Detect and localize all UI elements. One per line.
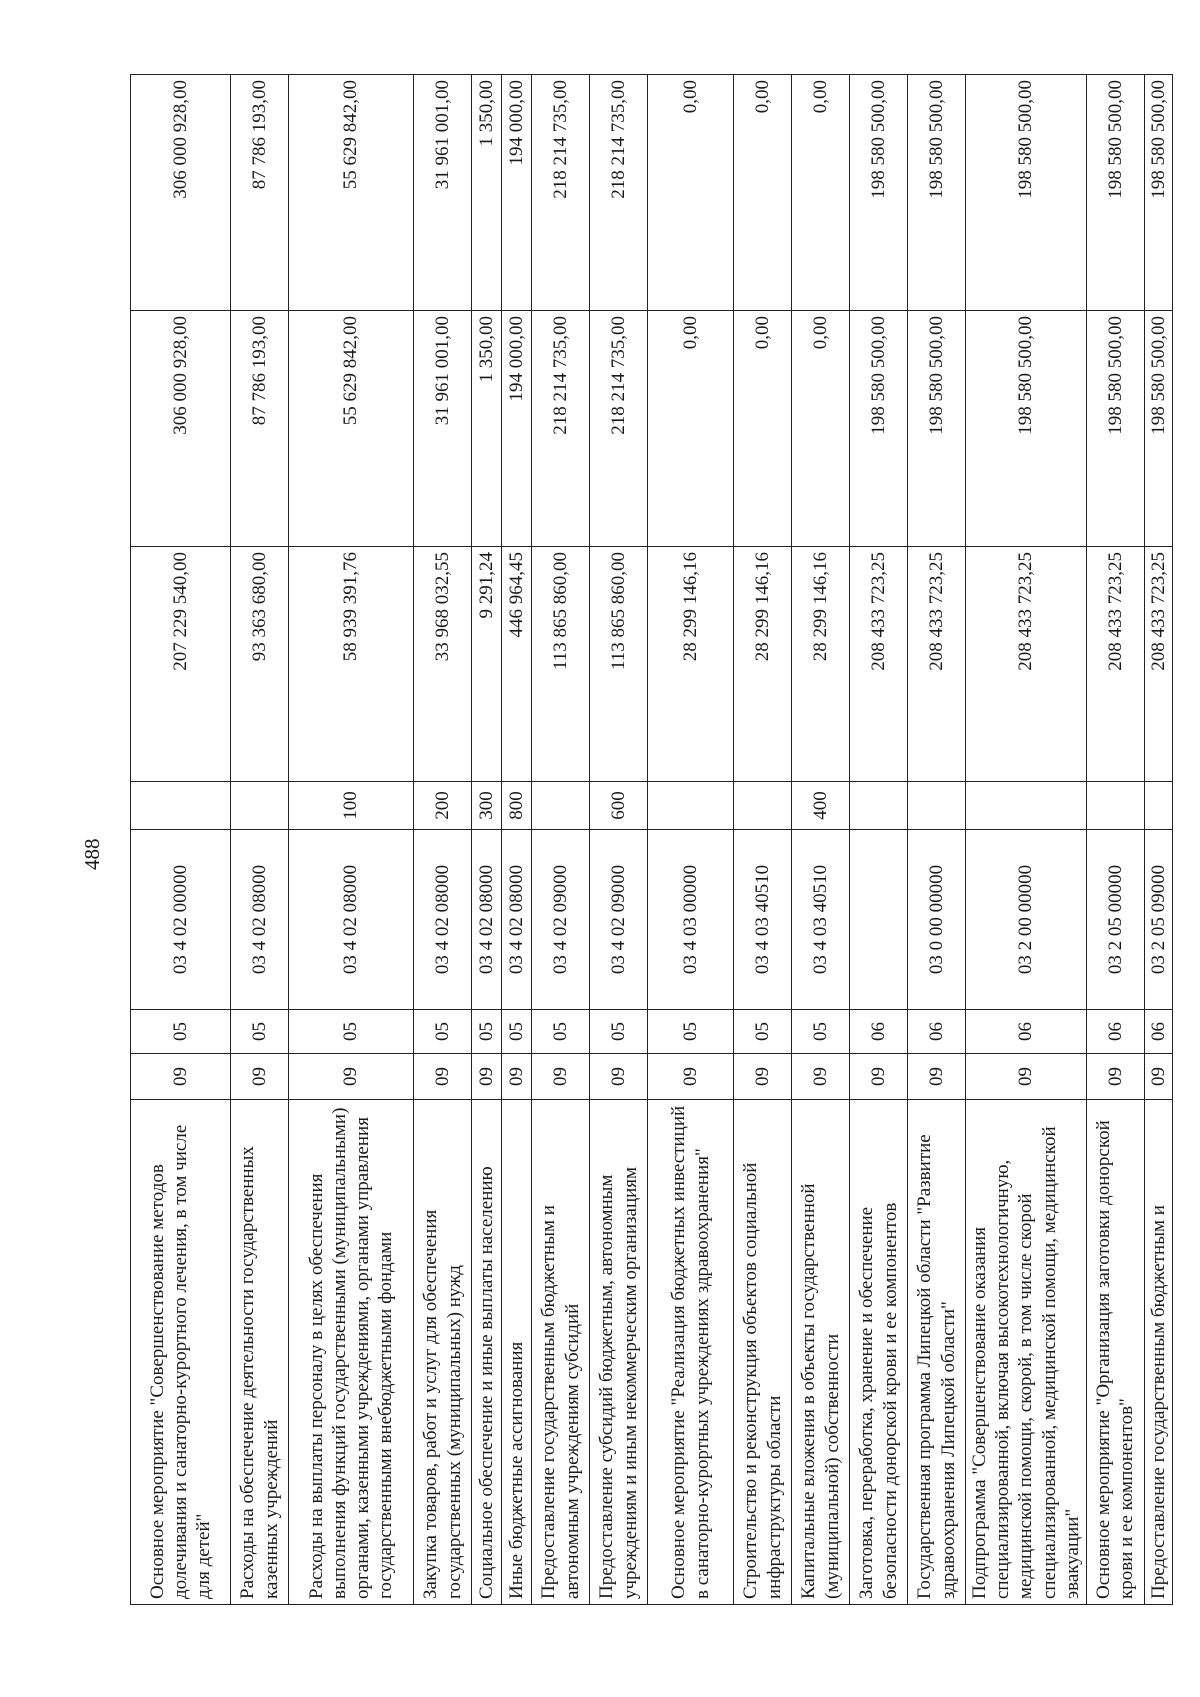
row-target-article: 03 4 02 08000 (289, 830, 414, 1010)
row-target-article: 03 4 02 08000 (502, 830, 532, 1010)
row-section-code: 05 (414, 1010, 472, 1054)
row-name: Подпрограмма "Совершенствование оказания специализированной, включая высокотехнологичную, медицинской помощи, скорой, в том числе скорой специализированной, медицинской помощи, медицинской эвакуации" (966, 1100, 1087, 1605)
row-admin-code: 09 (590, 1054, 648, 1100)
row-expense-type (908, 782, 966, 830)
row-section-code: 06 (908, 1010, 966, 1054)
row-amount-year-1: 113 865 860,00 (532, 547, 590, 782)
row-amount-year-1: 207 229 540,00 (131, 547, 231, 782)
row-name: Расходы на выплаты персоналу в целях обеспечения выполнения функций государственными (муниципальными) органами, казенными учреждениями, органами управления государственными внебюджетными фондами (289, 1100, 414, 1605)
row-amount-year-1: 113 865 860,00 (590, 547, 648, 782)
row-amount-year-1: 446 964,45 (502, 547, 532, 782)
row-admin-code: 09 (472, 1054, 502, 1100)
table-row (289, 75, 414, 1605)
row-section-code: 05 (502, 1010, 532, 1054)
row-admin-code: 09 (734, 1054, 792, 1100)
row-amount-year-3: 0,00 (734, 75, 792, 311)
budget-table-container (130, 75, 1169, 1605)
row-admin-code: 09 (289, 1054, 414, 1100)
row-target-article: 03 4 03 00000 (648, 830, 734, 1010)
row-target-article: 03 4 02 00000 (131, 830, 231, 1010)
row-expense-type (850, 782, 908, 830)
row-amount-year-2: 0,00 (648, 311, 734, 547)
table-row (850, 75, 908, 1605)
row-amount-year-2: 31 961 001,00 (414, 311, 472, 547)
row-name: Заготовка, переработка, хранение и обеспечение безопасности донорской крови и ее компонентов (850, 1100, 908, 1605)
row-section-code: 06 (1086, 1010, 1144, 1054)
row-expense-type (648, 782, 734, 830)
row-amount-year-2: 198 580 500,00 (908, 311, 966, 547)
row-amount-year-2: 198 580 500,00 (1086, 311, 1144, 547)
row-target-article: 03 2 00 00000 (966, 830, 1087, 1010)
table-row (131, 75, 231, 1605)
row-amount-year-1: 58 939 391,76 (289, 547, 414, 782)
row-name: Основное мероприятие "Реализация бюджетных инвестиций в санаторно-курортных учреждениях здравоохранения" (648, 1100, 734, 1605)
row-expense-type (734, 782, 792, 830)
table-row (1144, 75, 1172, 1605)
row-amount-year-3: 198 580 500,00 (1144, 75, 1172, 311)
row-name: Строительство и реконструкция объектов социальной инфраструктуры области (734, 1100, 792, 1605)
row-name: Предоставление субсидий бюджетным, автономным учреждениям и иным некоммерческим организациям (590, 1100, 648, 1605)
row-amount-year-3: 87 786 193,00 (231, 75, 289, 311)
row-amount-year-3: 218 214 735,00 (532, 75, 590, 311)
row-amount-year-2: 194 000,00 (502, 311, 532, 547)
row-section-code: 05 (131, 1010, 231, 1054)
row-expense-type: 300 (472, 782, 502, 830)
row-section-code: 06 (850, 1010, 908, 1054)
row-section-code: 05 (734, 1010, 792, 1054)
table-row (414, 75, 472, 1605)
row-name: Предоставление государственным бюджетным и автономным учреждениям субсидий (532, 1100, 590, 1605)
table-row (908, 75, 966, 1605)
row-target-article: 03 4 03 40510 (792, 830, 850, 1010)
row-expense-type (1086, 782, 1144, 830)
row-admin-code: 09 (532, 1054, 590, 1100)
row-admin-code: 09 (648, 1054, 734, 1100)
row-amount-year-3: 31 961 001,00 (414, 75, 472, 311)
table-row (532, 75, 590, 1605)
row-expense-type: 100 (289, 782, 414, 830)
row-name: Предоставление государственным бюджетным и (1144, 1100, 1172, 1605)
table-row (590, 75, 648, 1605)
row-section-code: 05 (231, 1010, 289, 1054)
row-amount-year-3: 0,00 (648, 75, 734, 311)
table-row (792, 75, 850, 1605)
row-target-article: 03 0 00 00000 (908, 830, 966, 1010)
row-section-code: 05 (648, 1010, 734, 1054)
row-amount-year-1: 208 433 723,25 (908, 547, 966, 782)
row-name: Основное мероприятие "Организация заготовки донорской крови и ее компонентов" (1086, 1100, 1144, 1605)
row-name: Иные бюджетные ассигнования (502, 1100, 532, 1605)
row-amount-year-1: 28 299 146,16 (734, 547, 792, 782)
table-row (231, 75, 289, 1605)
row-admin-code: 09 (850, 1054, 908, 1100)
row-target-article: 03 4 02 08000 (472, 830, 502, 1010)
row-amount-year-1: 208 433 723,25 (1144, 547, 1172, 782)
row-section-code: 06 (966, 1010, 1087, 1054)
row-target-article (850, 830, 908, 1010)
row-expense-type: 600 (590, 782, 648, 830)
row-expense-type (231, 782, 289, 830)
row-amount-year-2: 306 000 928,00 (131, 311, 231, 547)
row-target-article: 03 4 02 08000 (414, 830, 472, 1010)
row-section-code: 06 (1144, 1010, 1172, 1054)
row-amount-year-3: 198 580 500,00 (1086, 75, 1144, 311)
row-admin-code: 09 (131, 1054, 231, 1100)
row-amount-year-3: 194 000,00 (502, 75, 532, 311)
row-amount-year-2: 87 786 193,00 (231, 311, 289, 547)
row-target-article: 03 4 02 08000 (231, 830, 289, 1010)
row-amount-year-1: 28 299 146,16 (648, 547, 734, 782)
row-amount-year-1: 9 291,24 (472, 547, 502, 782)
table-row (648, 75, 734, 1605)
table-row (966, 75, 1087, 1605)
row-target-article: 03 2 05 00000 (1086, 830, 1144, 1010)
row-expense-type (966, 782, 1087, 830)
row-amount-year-1: 33 968 032,55 (414, 547, 472, 782)
row-admin-code: 09 (1144, 1054, 1172, 1100)
table-row (734, 75, 792, 1605)
row-amount-year-2: 218 214 735,00 (590, 311, 648, 547)
row-expense-type: 200 (414, 782, 472, 830)
row-expense-type (131, 782, 231, 830)
row-amount-year-3: 306 000 928,00 (131, 75, 231, 311)
row-amount-year-3: 198 580 500,00 (966, 75, 1087, 311)
row-target-article: 03 4 02 09000 (532, 830, 590, 1010)
budget-table (130, 74, 1173, 1605)
row-name: Капитальные вложения в объекты государственной (муниципальной) собственности (792, 1100, 850, 1605)
row-section-code: 05 (289, 1010, 414, 1054)
row-admin-code: 09 (231, 1054, 289, 1100)
row-admin-code: 09 (414, 1054, 472, 1100)
row-name: Государственная программа Липецкой области "Развитие здравоохранения Липецкой области" (908, 1100, 966, 1605)
row-admin-code: 09 (502, 1054, 532, 1100)
row-admin-code: 09 (792, 1054, 850, 1100)
row-admin-code: 09 (908, 1054, 966, 1100)
row-name: Расходы на обеспечение деятельности государственных казенных учреждений (231, 1100, 289, 1605)
row-amount-year-3: 218 214 735,00 (590, 75, 648, 311)
row-expense-type (1144, 782, 1172, 830)
budget-table-body (131, 75, 1173, 1605)
row-amount-year-2: 0,00 (734, 311, 792, 547)
row-amount-year-3: 198 580 500,00 (908, 75, 966, 311)
table-row (502, 75, 532, 1605)
row-target-article: 03 2 05 09000 (1144, 830, 1172, 1010)
row-target-article: 03 4 02 09000 (590, 830, 648, 1010)
row-admin-code: 09 (966, 1054, 1087, 1100)
row-amount-year-1: 93 363 680,00 (231, 547, 289, 782)
row-amount-year-1: 208 433 723,25 (850, 547, 908, 782)
row-target-article: 03 4 03 40510 (734, 830, 792, 1010)
row-expense-type: 800 (502, 782, 532, 830)
row-amount-year-3: 0,00 (792, 75, 850, 311)
page-number: 488 (80, 838, 104, 870)
row-amount-year-1: 28 299 146,16 (792, 547, 850, 782)
row-section-code: 05 (590, 1010, 648, 1054)
row-amount-year-2: 55 629 842,00 (289, 311, 414, 547)
row-amount-year-1: 208 433 723,25 (1086, 547, 1144, 782)
row-section-code: 05 (472, 1010, 502, 1054)
row-amount-year-1: 208 433 723,25 (966, 547, 1087, 782)
row-expense-type (532, 782, 590, 830)
row-amount-year-3: 1 350,00 (472, 75, 502, 311)
row-amount-year-2: 198 580 500,00 (1144, 311, 1172, 547)
row-name: Социальное обеспечение и иные выплаты населению (472, 1100, 502, 1605)
row-amount-year-3: 198 580 500,00 (850, 75, 908, 311)
row-amount-year-2: 0,00 (792, 311, 850, 547)
row-amount-year-2: 1 350,00 (472, 311, 502, 547)
row-admin-code: 09 (1086, 1054, 1144, 1100)
row-section-code: 05 (532, 1010, 590, 1054)
row-amount-year-3: 55 629 842,00 (289, 75, 414, 311)
row-amount-year-2: 198 580 500,00 (966, 311, 1087, 547)
row-name: Закупка товаров, работ и услуг для обеспечения государственных (муниципальных) нужд (414, 1100, 472, 1605)
row-amount-year-2: 198 580 500,00 (850, 311, 908, 547)
table-row (1086, 75, 1144, 1605)
row-amount-year-2: 218 214 735,00 (532, 311, 590, 547)
row-expense-type: 400 (792, 782, 850, 830)
row-name: Основное мероприятие "Совершенствование методов долечивания и санаторно-курортного лечения, в том числе для детей" (131, 1100, 231, 1605)
table-row (472, 75, 502, 1605)
row-section-code: 05 (792, 1010, 850, 1054)
